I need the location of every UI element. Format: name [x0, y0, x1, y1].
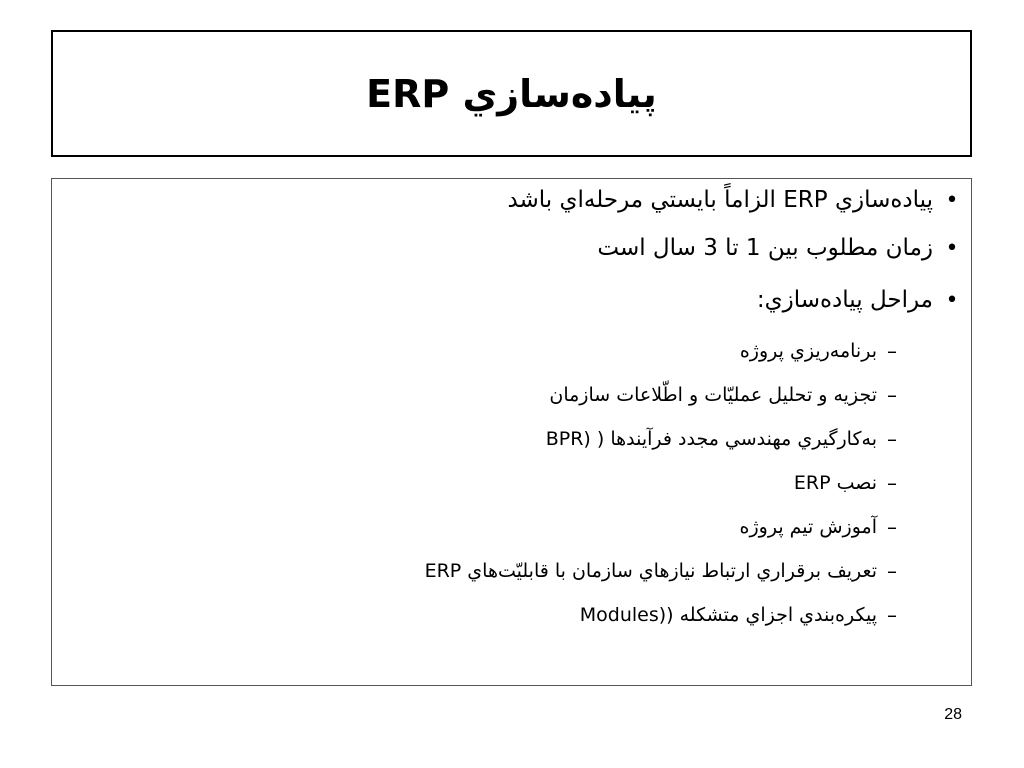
- sub-bullet-item: [546, 427, 971, 451]
- sub-bullet-marker: –: [887, 339, 897, 363]
- bullet-marker: •: [945, 287, 959, 313]
- sub-bullet-item: [580, 603, 971, 627]
- bullet-item: [507, 187, 971, 213]
- bullet-item: [597, 235, 971, 261]
- sub-bullet-marker: –: [887, 383, 897, 407]
- bullet-marker: •: [945, 187, 959, 213]
- content-box: [51, 178, 972, 686]
- page-number: 28: [944, 706, 962, 723]
- sub-bullet-text: پیکره‌بندي اجزاي متشکله ((Modules: [579, 604, 877, 626]
- bullet-text: زمان مطلوب بین 1 تا 3 سال است: [597, 235, 933, 261]
- sub-bullet-item: [549, 383, 971, 407]
- title-box: [51, 30, 972, 157]
- bullet-item: [757, 287, 971, 313]
- sub-bullet-marker: –: [887, 471, 897, 495]
- sub-bullet-item: [740, 515, 971, 539]
- sub-bullet-text: آموزش تیم پروژه: [739, 516, 877, 538]
- sub-bullet-marker: –: [887, 427, 897, 451]
- sub-bullet-text: تعریف برقراري ارتباط نیازهاي سازمان با قابلیّت‌هاي ERP: [424, 560, 877, 582]
- bullet-marker: •: [945, 235, 959, 261]
- sub-bullet-item: [794, 471, 971, 495]
- sub-bullet-item: [425, 559, 971, 583]
- sub-bullet-text: تجزیه و تحلیل عملیّات و اطّلاعات سازمان: [549, 384, 877, 406]
- sub-bullet-item: [740, 339, 971, 363]
- sub-bullet-text: نصب ERP: [793, 472, 877, 494]
- slide-title: پیاده‌سازي ERP: [366, 71, 657, 116]
- sub-bullet-marker: –: [887, 559, 897, 583]
- bullet-text: مراحل پیاده‌سازي:: [756, 287, 933, 313]
- sub-bullet-text: برنامه‌ریزي پروژه: [739, 340, 877, 362]
- sub-bullet-text: به‌کارگیري مهندسي مجدد فرآیندها ( (BPR: [545, 428, 877, 450]
- bullet-text: پیاده‌سازي ERP الزاماً بایستي مرحله‌اي باشد: [507, 187, 933, 213]
- sub-bullet-marker: –: [887, 515, 897, 539]
- sub-bullet-marker: –: [887, 603, 897, 627]
